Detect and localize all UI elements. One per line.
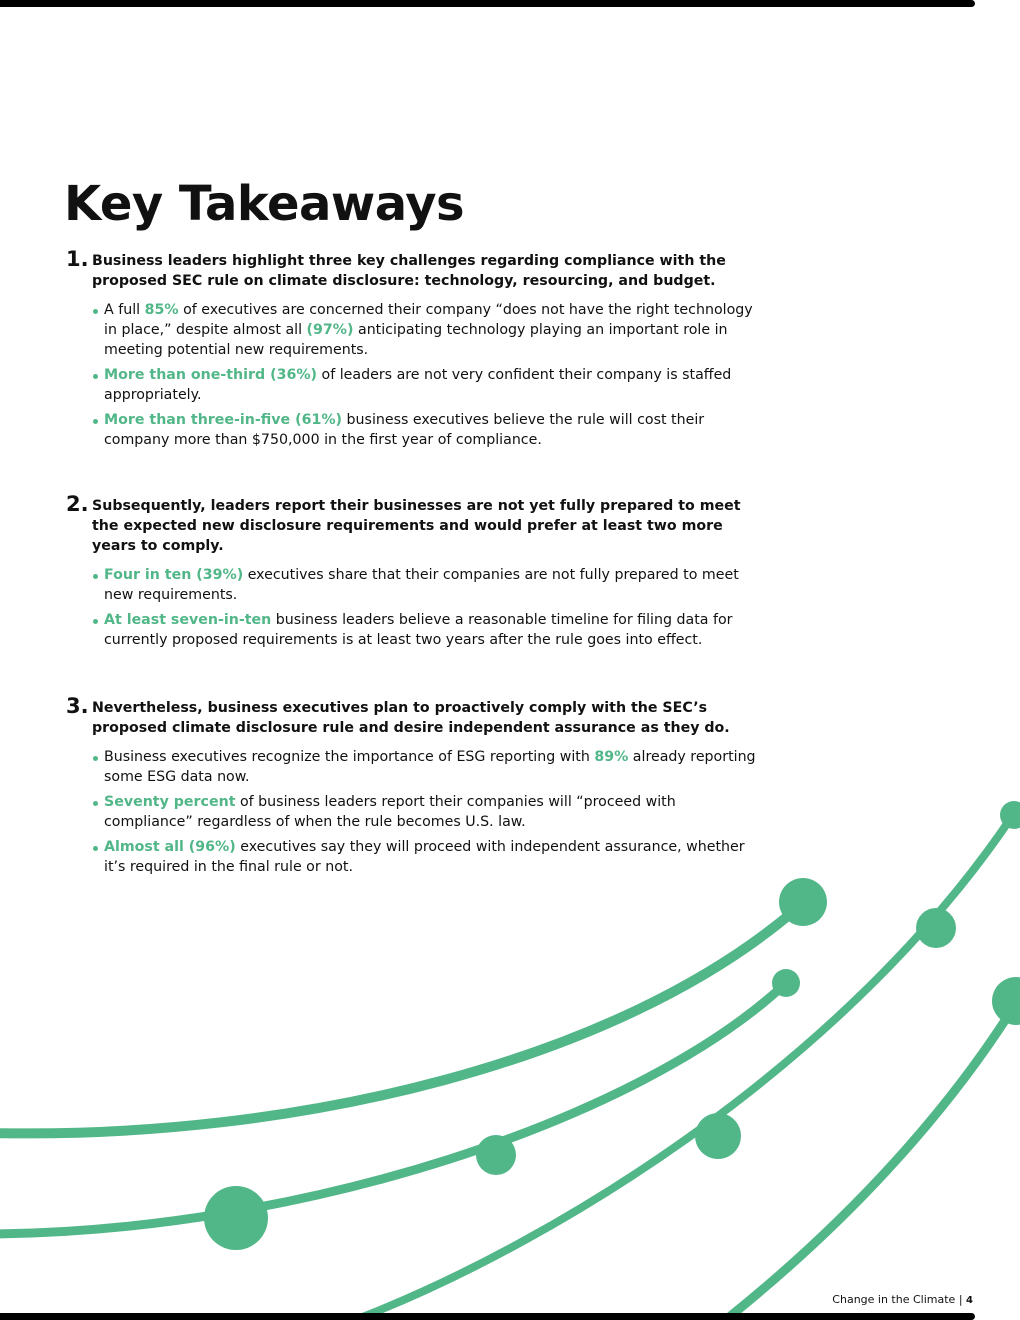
highlighted-stat: Four in ten (39%) xyxy=(104,567,244,583)
footer-separator: | xyxy=(958,1293,963,1306)
page-title: Key Takeaways xyxy=(64,176,465,232)
bottom-rule xyxy=(0,1313,975,1320)
dot xyxy=(476,1135,516,1175)
curve-1 xyxy=(0,910,795,1133)
bullet-item xyxy=(92,610,766,650)
highlighted-stat: 89% xyxy=(594,749,629,765)
bullet-text: business leaders believe a reasonable timeline for filing data for currently proposed requirements is at least two years after the rule goes into effect. xyxy=(104,612,733,648)
highlighted-stat: (97%) xyxy=(306,322,354,338)
dot xyxy=(772,969,800,997)
curve-4 xyxy=(728,1000,1018,1318)
takeaway-number: 3. xyxy=(66,694,89,718)
dot xyxy=(916,908,956,948)
takeaway-3 xyxy=(66,694,766,882)
bullet-text: anticipating technology playing an important role in meeting potential new requirements. xyxy=(104,322,728,358)
takeaway-1 xyxy=(66,247,766,455)
bullet-text: A full xyxy=(104,302,145,318)
bullet-text: of leaders are not very confident their company is staffed appropriately. xyxy=(104,367,732,403)
bullet-item xyxy=(92,792,766,832)
bullet-item xyxy=(92,300,766,360)
highlighted-stat: 85% xyxy=(144,302,179,318)
bullet-text: business executives believe the rule will cost their company more than $750,000 in the first year of compliance. xyxy=(104,412,705,448)
bullet-list xyxy=(92,747,766,877)
bullet-item xyxy=(92,837,766,877)
curve-3 xyxy=(360,812,1015,1318)
takeaway-number: 1. xyxy=(66,247,89,271)
highlighted-stat: At least seven-in-ten xyxy=(104,612,272,628)
takeaway-heading: Business leaders highlight three key challenges regarding compliance with the proposed SEC rule on climate disclosure: technology, resourcing, and budget. xyxy=(92,253,726,289)
bullet-text: of executives are concerned their company “does not have the right technology in place,” despite almost all xyxy=(104,302,753,338)
takeaway-number: 2. xyxy=(66,492,89,516)
dot xyxy=(992,977,1020,1025)
publication-title: Change in the Climate xyxy=(832,1293,956,1306)
highlighted-stat: Seventy percent xyxy=(104,794,236,810)
bullet-list xyxy=(92,300,766,450)
bullet-text: Business executives recognize the importance of ESG reporting with xyxy=(104,749,595,765)
bullet-list xyxy=(92,565,766,650)
takeaway-2 xyxy=(66,492,766,655)
highlighted-stat: More than three-in-five (61%) xyxy=(104,412,343,428)
page-footer xyxy=(832,1293,973,1306)
bullet-item xyxy=(92,365,766,405)
curve-2 xyxy=(0,983,786,1234)
highlighted-stat: Almost all (96%) xyxy=(104,839,236,855)
page-number: 4 xyxy=(966,1295,973,1306)
takeaway-heading: Nevertheless, business executives plan to proactively comply with the SEC’s proposed climate disclosure rule and desire independent assurance as they do. xyxy=(92,700,730,736)
bullet-text: already reporting some ESG data now. xyxy=(104,749,756,785)
bullet-item xyxy=(92,410,766,450)
bullet-text: executives say they will proceed with independent assurance, whether it’s required in the final rule or not. xyxy=(104,839,745,875)
bullet-item xyxy=(92,565,766,605)
bullet-text: of business leaders report their companies will “proceed with compliance” regardless of when the rule becomes U.S. law. xyxy=(104,794,676,830)
dot xyxy=(695,1113,741,1159)
dot xyxy=(204,1186,268,1250)
dot xyxy=(779,878,827,926)
bullet-text: executives share that their companies are not fully prepared to meet new requirements. xyxy=(104,567,739,603)
takeaway-heading: Subsequently, leaders report their businesses are not yet fully prepared to meet the expected new disclosure requirements and would prefer at least two more years to comply. xyxy=(92,498,741,554)
bullet-item xyxy=(92,747,766,787)
highlighted-stat: More than one-third (36%) xyxy=(104,367,318,383)
